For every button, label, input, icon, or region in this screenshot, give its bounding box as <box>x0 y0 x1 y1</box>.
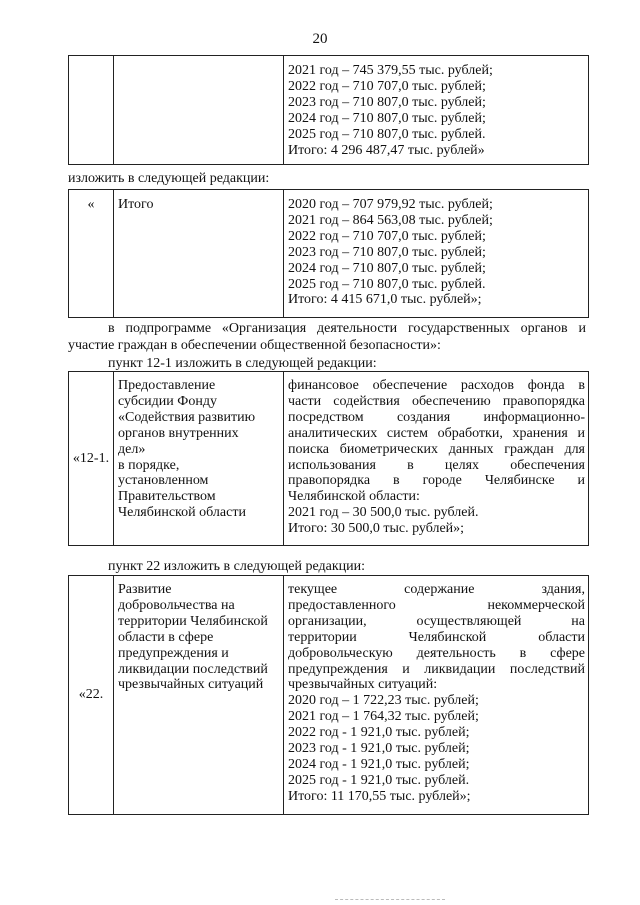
table2-line: 2023 год – 710 807,0 тыс. рублей; <box>288 244 486 260</box>
table3-desc-line: установленном <box>118 473 209 489</box>
table2-line: Итого: 4 415 671,0 тыс. рублей»; <box>288 292 482 308</box>
table3-text-line: финансовое обеспечение расходов фонда в <box>288 378 585 393</box>
table4-text-line: 2025 год - 1 921,0 тыс. рублей. <box>288 772 470 788</box>
table2-col2 <box>114 190 284 318</box>
table4-text-line: Итого: 11 170,55 тыс. рублей»; <box>288 788 471 804</box>
table4-text-line: чрезвычайных ситуаций: <box>288 677 438 693</box>
table3-item-number: «12-1. <box>69 372 114 546</box>
table3-col3 <box>284 372 589 546</box>
table3-text-line: Итого: 30 500,0 тыс. рублей»; <box>288 521 465 537</box>
total-table <box>68 189 589 318</box>
table4-text-line: организации, осуществляющей на <box>288 613 585 629</box>
table4-item-number: «22. <box>69 576 114 815</box>
table3-desc-line: Правительством <box>118 489 216 505</box>
table3-desc-line: Предоставление <box>118 378 216 393</box>
table4-desc-line: ликвидации последствий <box>118 661 268 677</box>
table2-col3 <box>284 190 589 318</box>
subprogram-paragraph-line1: в подпрограмме «Организация деятельности государственных органов и <box>108 321 586 336</box>
table2-line: 2020 год – 707 979,92 тыс. рублей; <box>288 197 493 212</box>
table3-desc-line: субсидии Фонду <box>118 393 217 409</box>
table1-line: 2021 год – 745 379,55 тыс. рублей; <box>288 63 493 78</box>
table4-text-line: текущее содержание здания, <box>288 582 585 597</box>
table4-text-line: добровольческую деятельность в сфере <box>288 645 585 661</box>
table1-line: 2024 год – 710 807,0 тыс. рублей; <box>288 110 486 126</box>
table4-text-line: предоставленного некоммерческой <box>288 597 585 613</box>
instruction-text: пункт 22 изложить в следующей редакции: <box>108 559 365 574</box>
table4-desc-line: Развитие <box>118 582 172 597</box>
table4-text-line: территории Челябинской области <box>288 629 585 645</box>
table4-text-line: предупреждения и ликвидации последствий <box>288 661 585 677</box>
table4-text-line: 2024 год - 1 921,0 тыс. рублей; <box>288 756 470 772</box>
table2-line: 2021 год – 864 563,08 тыс. рублей; <box>288 212 493 228</box>
table3-text-line: посредством создания информационно- <box>288 409 585 425</box>
item-12-1-table <box>68 371 589 546</box>
table4-text-line: 2020 год – 1 722,23 тыс. рублей; <box>288 693 479 709</box>
instruction-text: пункт 12-1 изложить в следующей редакции: <box>108 356 377 371</box>
table4-desc-line: предупреждения и <box>118 645 229 661</box>
scan-artifact-line <box>335 899 445 901</box>
table3-text-line: Челябинской области: <box>288 489 420 505</box>
table3-desc-line: Челябинской области <box>118 505 246 521</box>
item-22-table <box>68 575 589 815</box>
table4-text-line: 2021 год – 1 764,32 тыс. рублей; <box>288 709 479 725</box>
table3-col2 <box>114 372 284 546</box>
table3-desc-line: «Содействия развитию <box>118 409 256 425</box>
table3-text-line: использования в целях обеспечения <box>288 457 585 473</box>
table3-text-line: 2021 год – 30 500,0 тыс. рублей. <box>288 505 479 521</box>
funding-table-continued <box>68 55 589 165</box>
instruction-text: изложить в следующей редакции: <box>68 171 270 186</box>
table2-line: 2022 год – 710 707,0 тыс. рублей; <box>288 228 486 244</box>
table4-text-line: 2023 год - 1 921,0 тыс. рублей; <box>288 741 470 757</box>
table1-col2 <box>114 56 284 165</box>
table2-label: Итого <box>118 197 154 212</box>
table4-desc-line: чрезвычайных ситуаций <box>118 677 264 693</box>
table1-line: 2023 год – 710 807,0 тыс. рублей; <box>288 94 486 110</box>
table4-desc-line: области в сфере <box>118 629 214 645</box>
table2-line: 2025 год – 710 807,0 тыс. рублей. <box>288 276 486 292</box>
table1-line: Итого: 4 296 487,47 тыс. рублей» <box>288 142 485 158</box>
table3-text-line: части содействия обеспечению правопорядка <box>288 393 585 409</box>
table1-col3 <box>284 56 589 165</box>
table3-desc-line: дел» <box>118 441 146 457</box>
table1-col1 <box>69 56 114 165</box>
table3-desc-line: в порядке, <box>118 457 180 473</box>
subprogram-paragraph-line2: участие граждан в обеспечении общественной безопасности»: <box>68 338 441 353</box>
table2-line: 2024 год – 710 807,0 тыс. рублей; <box>288 260 486 276</box>
table1-line: 2025 год – 710 807,0 тыс. рублей. <box>288 126 486 142</box>
table4-desc-line: территории Челябинской <box>118 613 268 629</box>
table4-desc-line: добровольчества на <box>118 597 235 613</box>
table1-line: 2022 год – 710 707,0 тыс. рублей; <box>288 78 486 94</box>
page-number: 20 <box>312 31 328 47</box>
table4-col2 <box>114 576 284 815</box>
table4-col3 <box>284 576 589 815</box>
table3-text-line: аналитических систем обработки, хранения и <box>288 425 585 441</box>
table4-text-line: 2022 год - 1 921,0 тыс. рублей; <box>288 725 470 741</box>
table3-desc-line: органов внутренних <box>118 425 239 441</box>
table2-col1: « <box>69 190 114 318</box>
table3-text-line: правопорядка в городе Челябинске и <box>288 473 585 489</box>
table3-text-line: поиска биометрических данных граждан для <box>288 441 585 457</box>
